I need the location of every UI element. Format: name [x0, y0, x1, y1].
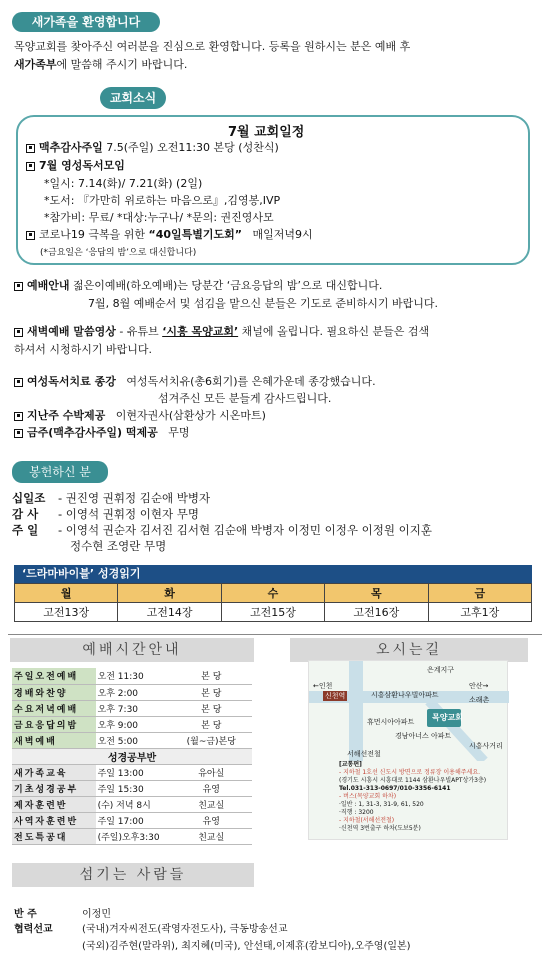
service-time: 오후 2:00 — [96, 684, 171, 700]
map-apt: 시흥삼환나우빌아파트 — [371, 691, 439, 699]
subway-title: - 지하철(서해선전철) — [339, 817, 395, 824]
service-name: 경배와찬양 — [12, 684, 96, 700]
service-place: 본 당 — [171, 716, 252, 732]
service-place: (월~금)본당 — [171, 732, 252, 748]
mission-label: 협력선교 — [14, 924, 53, 935]
ricecake-provided — [14, 424, 190, 440]
service-time: 오전 11:30 — [96, 668, 171, 684]
table-row — [12, 812, 252, 828]
bullet-icon — [26, 162, 35, 171]
bible-chapter: 고전14장 — [118, 603, 221, 622]
study-place: 유아실 — [171, 764, 252, 780]
study-name: 사역자훈련반 — [12, 812, 96, 828]
dawn-channel: ‘시흥 목양교회’ — [162, 325, 239, 338]
traffic-title: [교통편] — [339, 761, 362, 768]
worship-times-title: 예배시간안내 — [10, 638, 254, 662]
map-apt2: 휴먼시아아파트 — [367, 718, 415, 726]
map-arrow-right: 안산→ — [469, 682, 489, 690]
offering-label: 주 일 — [12, 523, 39, 537]
offering-row — [12, 522, 432, 538]
bible-reading-title: ‘드라마바이블’ 성경읽기 — [14, 565, 532, 583]
location-map — [308, 660, 508, 840]
service-name: 주일오전예배 — [12, 668, 96, 684]
bus-line-1: ·일반 : 1, 31-3, 31-9, 61, 520 — [339, 801, 424, 808]
map-road: 시흥사거리 — [469, 742, 503, 750]
offering-title: 봉헌하신 분 — [12, 461, 108, 483]
pastor-label: 반 주 — [14, 909, 37, 920]
map-church: 목양교회 — [432, 713, 463, 722]
study-place: 유영 — [171, 812, 252, 828]
offering-names: - 이영석 권순자 김서진 김서현 김순애 박병자 이정민 이정우 이정원 이지훈 — [58, 523, 432, 537]
reading-date: *일시: 7.14(화)/ 7.21(화) (2일) — [44, 177, 203, 190]
worship-notice-text-2: 7월, 8월 예배순서 및 섬김을 맡으신 분들은 기도로 준비하시기 바랍니다. — [88, 297, 438, 310]
worship-notice-label: 예배안내 — [27, 279, 70, 292]
reading-group — [26, 157, 125, 173]
table-row — [12, 716, 252, 732]
table-row — [12, 684, 252, 700]
dawn-text-3: 하셔서 시청하시기 바랍니다. — [14, 343, 153, 356]
study-time: (주일)오후3:30 — [96, 828, 171, 844]
offering-label: 십일조 — [12, 491, 46, 505]
bible-chapter: 고전16장 — [325, 603, 428, 622]
covid-text: 코로나19 극복을 위한 — [39, 228, 145, 241]
map-plaza: 경남아너스 아파트 — [395, 732, 452, 740]
mission-row — [14, 920, 288, 935]
divider — [8, 634, 542, 635]
offering-names: - 이영석 권휘정 이현자 무명 — [58, 507, 199, 521]
study-title: 성경공부반 — [12, 748, 252, 764]
study-place: 유영 — [171, 780, 252, 796]
offering-names: - 권진영 권휘정 김순애 박병자 — [58, 491, 211, 505]
map-market: 서해선전철 — [347, 750, 381, 758]
bible-chapter: 고전15장 — [221, 603, 324, 622]
map-mart: 소래촌 — [469, 696, 490, 704]
bible-day: 화 — [118, 584, 221, 603]
bullet-icon — [26, 231, 35, 240]
study-time: (수) 저녁 8시 — [96, 796, 171, 812]
dawn-text-1: - 유튜브 — [119, 325, 159, 338]
service-place: 본 당 — [171, 700, 252, 716]
women-text-2: 섬겨주신 모든 분들게 감사드립니다. — [158, 392, 332, 405]
table-row — [12, 748, 252, 764]
table-row — [12, 668, 252, 684]
welcome-line-2-rest: 에 말씀해 주시기 바랍니다. — [56, 58, 188, 71]
bible-chapter: 고후1장 — [428, 603, 531, 622]
service-time: 오전 5:00 — [96, 732, 171, 748]
covid-bold: “40일특별기도회” — [148, 228, 243, 241]
study-name: 전도특공대 — [12, 828, 96, 844]
dawn-label: 새벽예배 말씀영상 — [27, 325, 116, 338]
table-row — [12, 700, 252, 716]
mission-text-1: (국내)겨자씨전도(곽영자전도사), 극동방송선교 — [82, 924, 288, 935]
bible-day: 목 — [325, 584, 428, 603]
ricecake-label: 금주(맥추감사주일) 떡제공 — [27, 426, 158, 439]
directions-title: 오시는길 — [290, 638, 528, 662]
ricecake-text: 무명 — [168, 426, 190, 439]
offering-names: 정수현 조영란 무명 — [70, 539, 167, 553]
fruit-text: 이현자권사(삼환상가 시온마트) — [115, 409, 266, 422]
july-heading: 7월 교회일정 — [228, 125, 305, 140]
fruit-label: 지난주 수박제공 — [27, 409, 106, 422]
dawn-text-2: 채널에 올립니다. 필요하신 분들은 검색 — [241, 325, 430, 338]
welcome-line-2 — [14, 56, 187, 72]
welcome-title: 새가족을 환영합니다 — [12, 12, 160, 32]
bullet-icon — [14, 412, 23, 421]
offering-label: 감 사 — [12, 507, 39, 521]
bullet-icon — [14, 328, 23, 337]
service-name: 수요저녁예배 — [12, 700, 96, 716]
bullet-icon — [14, 429, 23, 438]
traffic-info — [339, 761, 487, 833]
women-reading — [14, 373, 376, 389]
service-place: 본 당 — [171, 684, 252, 700]
traffic-tel: Tel.031-313-0697/010-3356-6141 — [339, 785, 451, 792]
bible-chapter: 고전13장 — [15, 603, 118, 622]
table-row — [12, 732, 252, 748]
bus-title: - 버스(목양교회 하차) — [339, 793, 397, 800]
table-row — [12, 780, 252, 796]
study-time: 주일 15:30 — [96, 780, 171, 796]
pastor-row — [14, 905, 111, 920]
offering-row — [12, 506, 199, 522]
study-name: 기초성경공부 — [12, 780, 96, 796]
service-time: 오후 9:00 — [96, 716, 171, 732]
map-station: 신천역 — [325, 692, 346, 700]
map-arrow-left: ←인천 — [313, 682, 333, 690]
bullet-icon — [14, 378, 23, 387]
bible-reading — [14, 565, 532, 622]
table-row — [12, 828, 252, 844]
women-text-1: 여성독서치유(총6회기)를 은혜가운데 종강했습니다. — [126, 375, 376, 388]
servants-title: 섬기는 사람들 — [12, 863, 254, 887]
covid-prayer — [26, 226, 313, 242]
traffic-line-1: - 지하철 1호선 신도시 방면으로 정류장 이용해주세요. — [339, 769, 481, 776]
welcome-line-1: 목양교회를 찾아주신 여러분을 진심으로 환영합니다. 등록을 원하시는 분은 예배 후 — [14, 40, 411, 53]
bible-day: 금 — [428, 584, 531, 603]
study-place: 친교실 — [171, 828, 252, 844]
study-place: 친교실 — [171, 796, 252, 812]
thanks-label: 맥추감사주일 — [39, 141, 103, 154]
study-time: 주일 13:00 — [96, 764, 171, 780]
fruit-provided — [14, 407, 266, 423]
reading-label: 7월 영성독서모임 — [39, 159, 125, 172]
study-name: 제자훈련반 — [12, 796, 96, 812]
offering-row — [12, 538, 166, 554]
service-time: 오후 7:30 — [96, 700, 171, 716]
bible-day: 수 — [221, 584, 324, 603]
worship-times-table — [12, 668, 252, 845]
subway-line: ·신천역 3번출구 하차(도보5분) — [339, 825, 421, 832]
service-name: 새벽예배 — [12, 732, 96, 748]
bullet-icon — [26, 144, 35, 153]
study-time: 주일 17:00 — [96, 812, 171, 828]
reading-fee: *참가비: 무료/ *대상:누구나/ *문의: 권진영사모 — [44, 211, 274, 224]
table-row — [12, 796, 252, 812]
offering-row — [12, 490, 210, 506]
bullet-icon — [14, 282, 23, 291]
service-place: 본 당 — [171, 668, 252, 684]
traffic-line-2: (경기도 시흥시 시흥대로 1144 삼환나우빌APT상가3층) — [339, 777, 487, 784]
reading-book: *도서: 『가만히 위로하는 마음으로』,김영봉,IVP — [44, 194, 281, 207]
thanks-text: 7.5(주일) 오전11:30 본당 (성찬식) — [106, 141, 279, 154]
covid-time: 매일저녁9시 — [252, 228, 313, 241]
pastor-name: 이정민 — [82, 909, 111, 920]
study-name: 새가족교육 — [12, 764, 96, 780]
mission-text-2: (국외)김주현(말라위), 최지혜(미국), 안선태,이제휴(캄보디아),오주영(일본) — [82, 941, 411, 952]
map-label-top: 은계지구 — [427, 666, 455, 674]
table-row — [12, 764, 252, 780]
friday-note: (*금요일은 ‘응답의 밤’으로 대신합니다) — [40, 248, 197, 258]
worship-notice-text-1: 젊은이예배(하오예배)는 당분간 ‘금요응답의 밤’으로 대신합니다. — [73, 279, 383, 292]
dawn-video — [14, 323, 429, 339]
bus-line-2: ·직행 : 3200 — [339, 809, 374, 816]
thanks-sunday — [26, 139, 279, 155]
new-family-dept: 새가족부 — [14, 58, 57, 71]
service-name: 금요응답의밤 — [12, 716, 96, 732]
bible-day: 월 — [15, 584, 118, 603]
worship-notice — [14, 277, 382, 293]
news-title: 교회소식 — [100, 87, 166, 109]
women-label: 여성독서치료 종강 — [27, 375, 116, 388]
